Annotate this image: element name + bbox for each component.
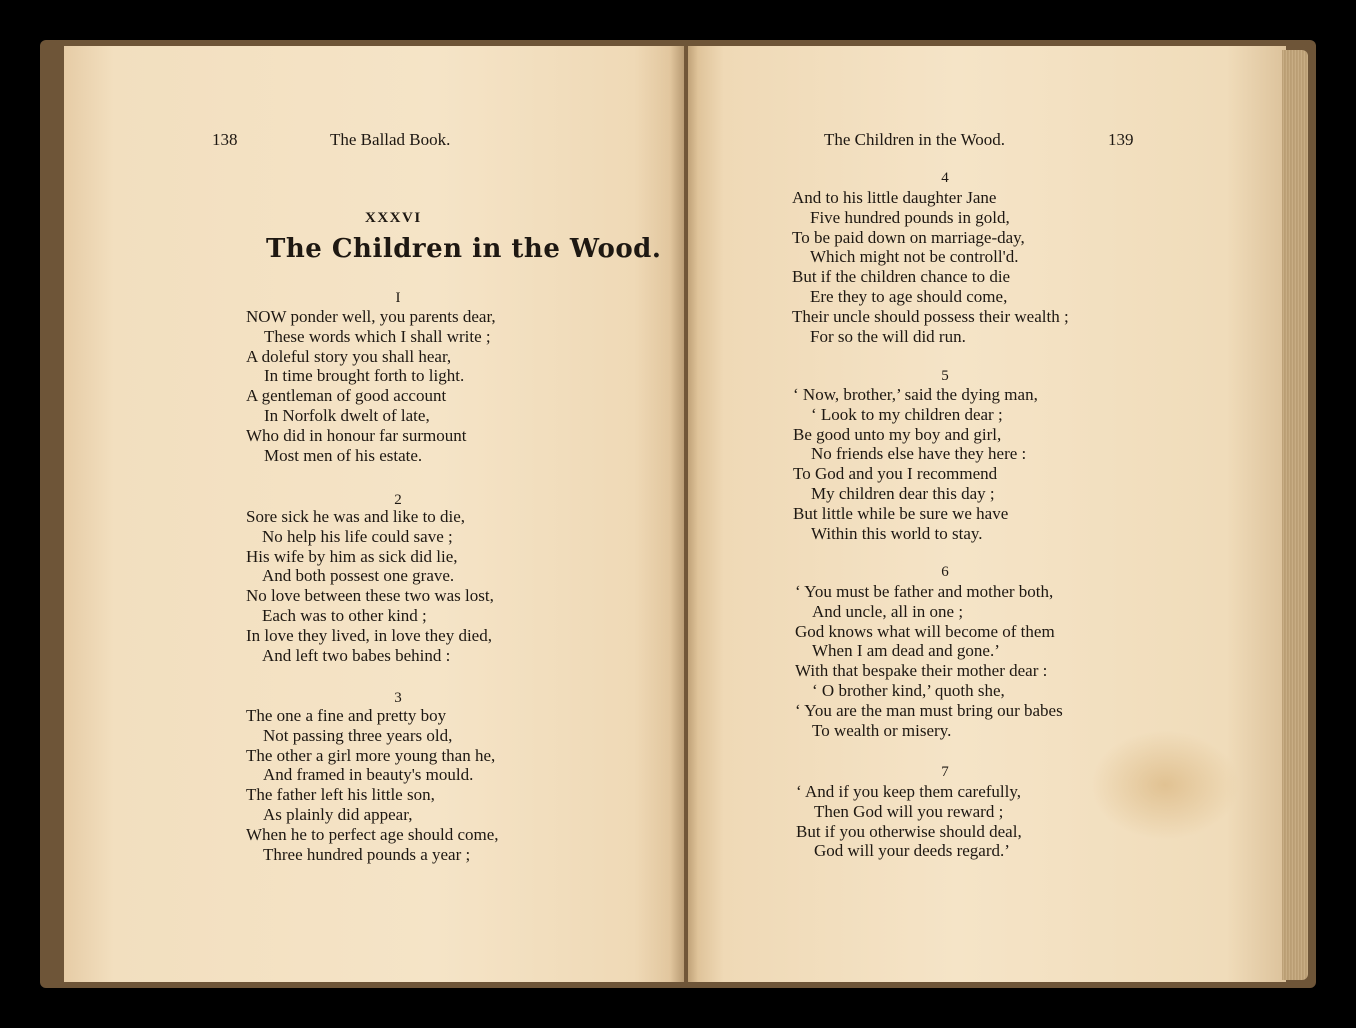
stanza-number: 7: [941, 764, 949, 780]
verse-line: And to his little daughter Jane: [792, 188, 997, 207]
book-gutter: [670, 46, 698, 982]
verse-line: Within this world to stay.: [811, 523, 983, 543]
verse-line: And left two babes behind :: [262, 645, 451, 665]
verse-line: And uncle, all in one ;: [812, 601, 964, 621]
stanza-number: 3: [394, 690, 402, 706]
verse-line: Five hundred pounds in gold,: [810, 207, 1010, 227]
verse-line: Who did in honour far surmount: [246, 425, 467, 445]
verse-line: Each was to other kind ;: [262, 606, 427, 625]
verse-line: These words which I shall write ;: [264, 326, 491, 346]
right-page-number: 139: [1108, 130, 1134, 149]
verse-line: When he to perfect age should come,: [246, 824, 499, 844]
verse-line: ‘ You are the man must bring our babes: [795, 700, 1063, 720]
verse-line: But if the children chance to die: [792, 267, 1011, 287]
verse-line: The other a girl more young than he,: [246, 745, 496, 765]
verse-line: God will your deeds regard.’: [814, 841, 1010, 861]
verse-line: In time brought forth to light.: [264, 366, 465, 386]
verse-line: To wealth or misery.: [812, 720, 952, 740]
verse-line: In Norfolk dwelt of late,: [264, 406, 430, 425]
left-page-number: 138: [212, 130, 238, 149]
verse-line: A doleful story you shall hear,: [246, 346, 452, 366]
verse-line: Three hundred pounds a year ;: [263, 844, 471, 864]
verse-line: Which might not be controll'd.: [810, 247, 1019, 267]
verse-line: Sore sick he was and like to die,: [246, 507, 466, 526]
verse-line: ‘ And if you keep them carefully,: [796, 782, 1022, 801]
verse-line: To God and you I recommend: [793, 464, 998, 484]
verse-line: No help his life could save ;: [262, 526, 453, 546]
verse-line: When I am dead and gone.’: [812, 641, 1000, 661]
stanza-number: 5: [941, 368, 949, 384]
verse-line: And framed in beauty's mould.: [263, 765, 474, 785]
ballad-title: The Children in the Wood.: [266, 234, 662, 264]
verse-line: Not passing three years old,: [263, 725, 453, 745]
stanza-number: I: [395, 290, 401, 306]
ballad-number: XXXVI: [365, 210, 422, 226]
verse-line: As plainly did appear,: [263, 805, 413, 824]
verse-line: God knows what will become of them: [795, 621, 1055, 641]
verse-line: ‘ You must be father and mother both,: [795, 582, 1054, 601]
verse-line: Their uncle should possess their wealth ;: [792, 306, 1069, 326]
verse-line: A gentleman of good account: [246, 386, 447, 406]
verse-line: Most men of his estate.: [264, 445, 423, 465]
verse-line: The one a fine and pretty boy: [246, 706, 447, 725]
verse-line: No love between these two was lost,: [246, 586, 494, 606]
verse-line: ‘ O brother kind,’ quoth she,: [812, 681, 1005, 700]
verse-line: NOW ponder well, you parents dear,: [246, 307, 496, 326]
verse-line: And both possest one grave.: [262, 566, 455, 586]
verse-line: With that bespake their mother dear :: [795, 661, 1048, 681]
verse-line: To be paid down on marriage-day,: [792, 227, 1025, 247]
paper-stain: [1090, 730, 1240, 840]
verse-line: ‘ Look to my children dear ;: [811, 404, 1003, 424]
verse-line: My children dear this day ;: [811, 484, 995, 503]
stanza-number: 2: [394, 492, 402, 508]
verse-line: Then God will you reward ;: [814, 801, 1004, 821]
stanza-number: 4: [941, 170, 949, 186]
verse-line: ‘ Now, brother,’ said the dying man,: [793, 385, 1038, 404]
left-running-title: The Ballad Book.: [330, 130, 451, 149]
verse-line: But if you otherwise should deal,: [796, 821, 1022, 841]
verse-line: No friends else have they here :: [811, 444, 1027, 464]
verse-line: Ere they to age should come,: [810, 287, 1008, 306]
verse-line: The father left his little son,: [246, 785, 435, 805]
right-running-title: The Children in the Wood.: [824, 130, 1006, 149]
verse-line: For so the will did run.: [810, 326, 966, 346]
stanza-number: 6: [941, 564, 949, 580]
verse-line: But little while be sure we have: [793, 503, 1009, 523]
verse-line: In love they lived, in love they died,: [246, 625, 492, 645]
page-edges: [1282, 50, 1308, 980]
verse-line: Be good unto my boy and girl,: [793, 424, 1002, 444]
verse-line: His wife by him as sick did lie,: [246, 546, 458, 566]
